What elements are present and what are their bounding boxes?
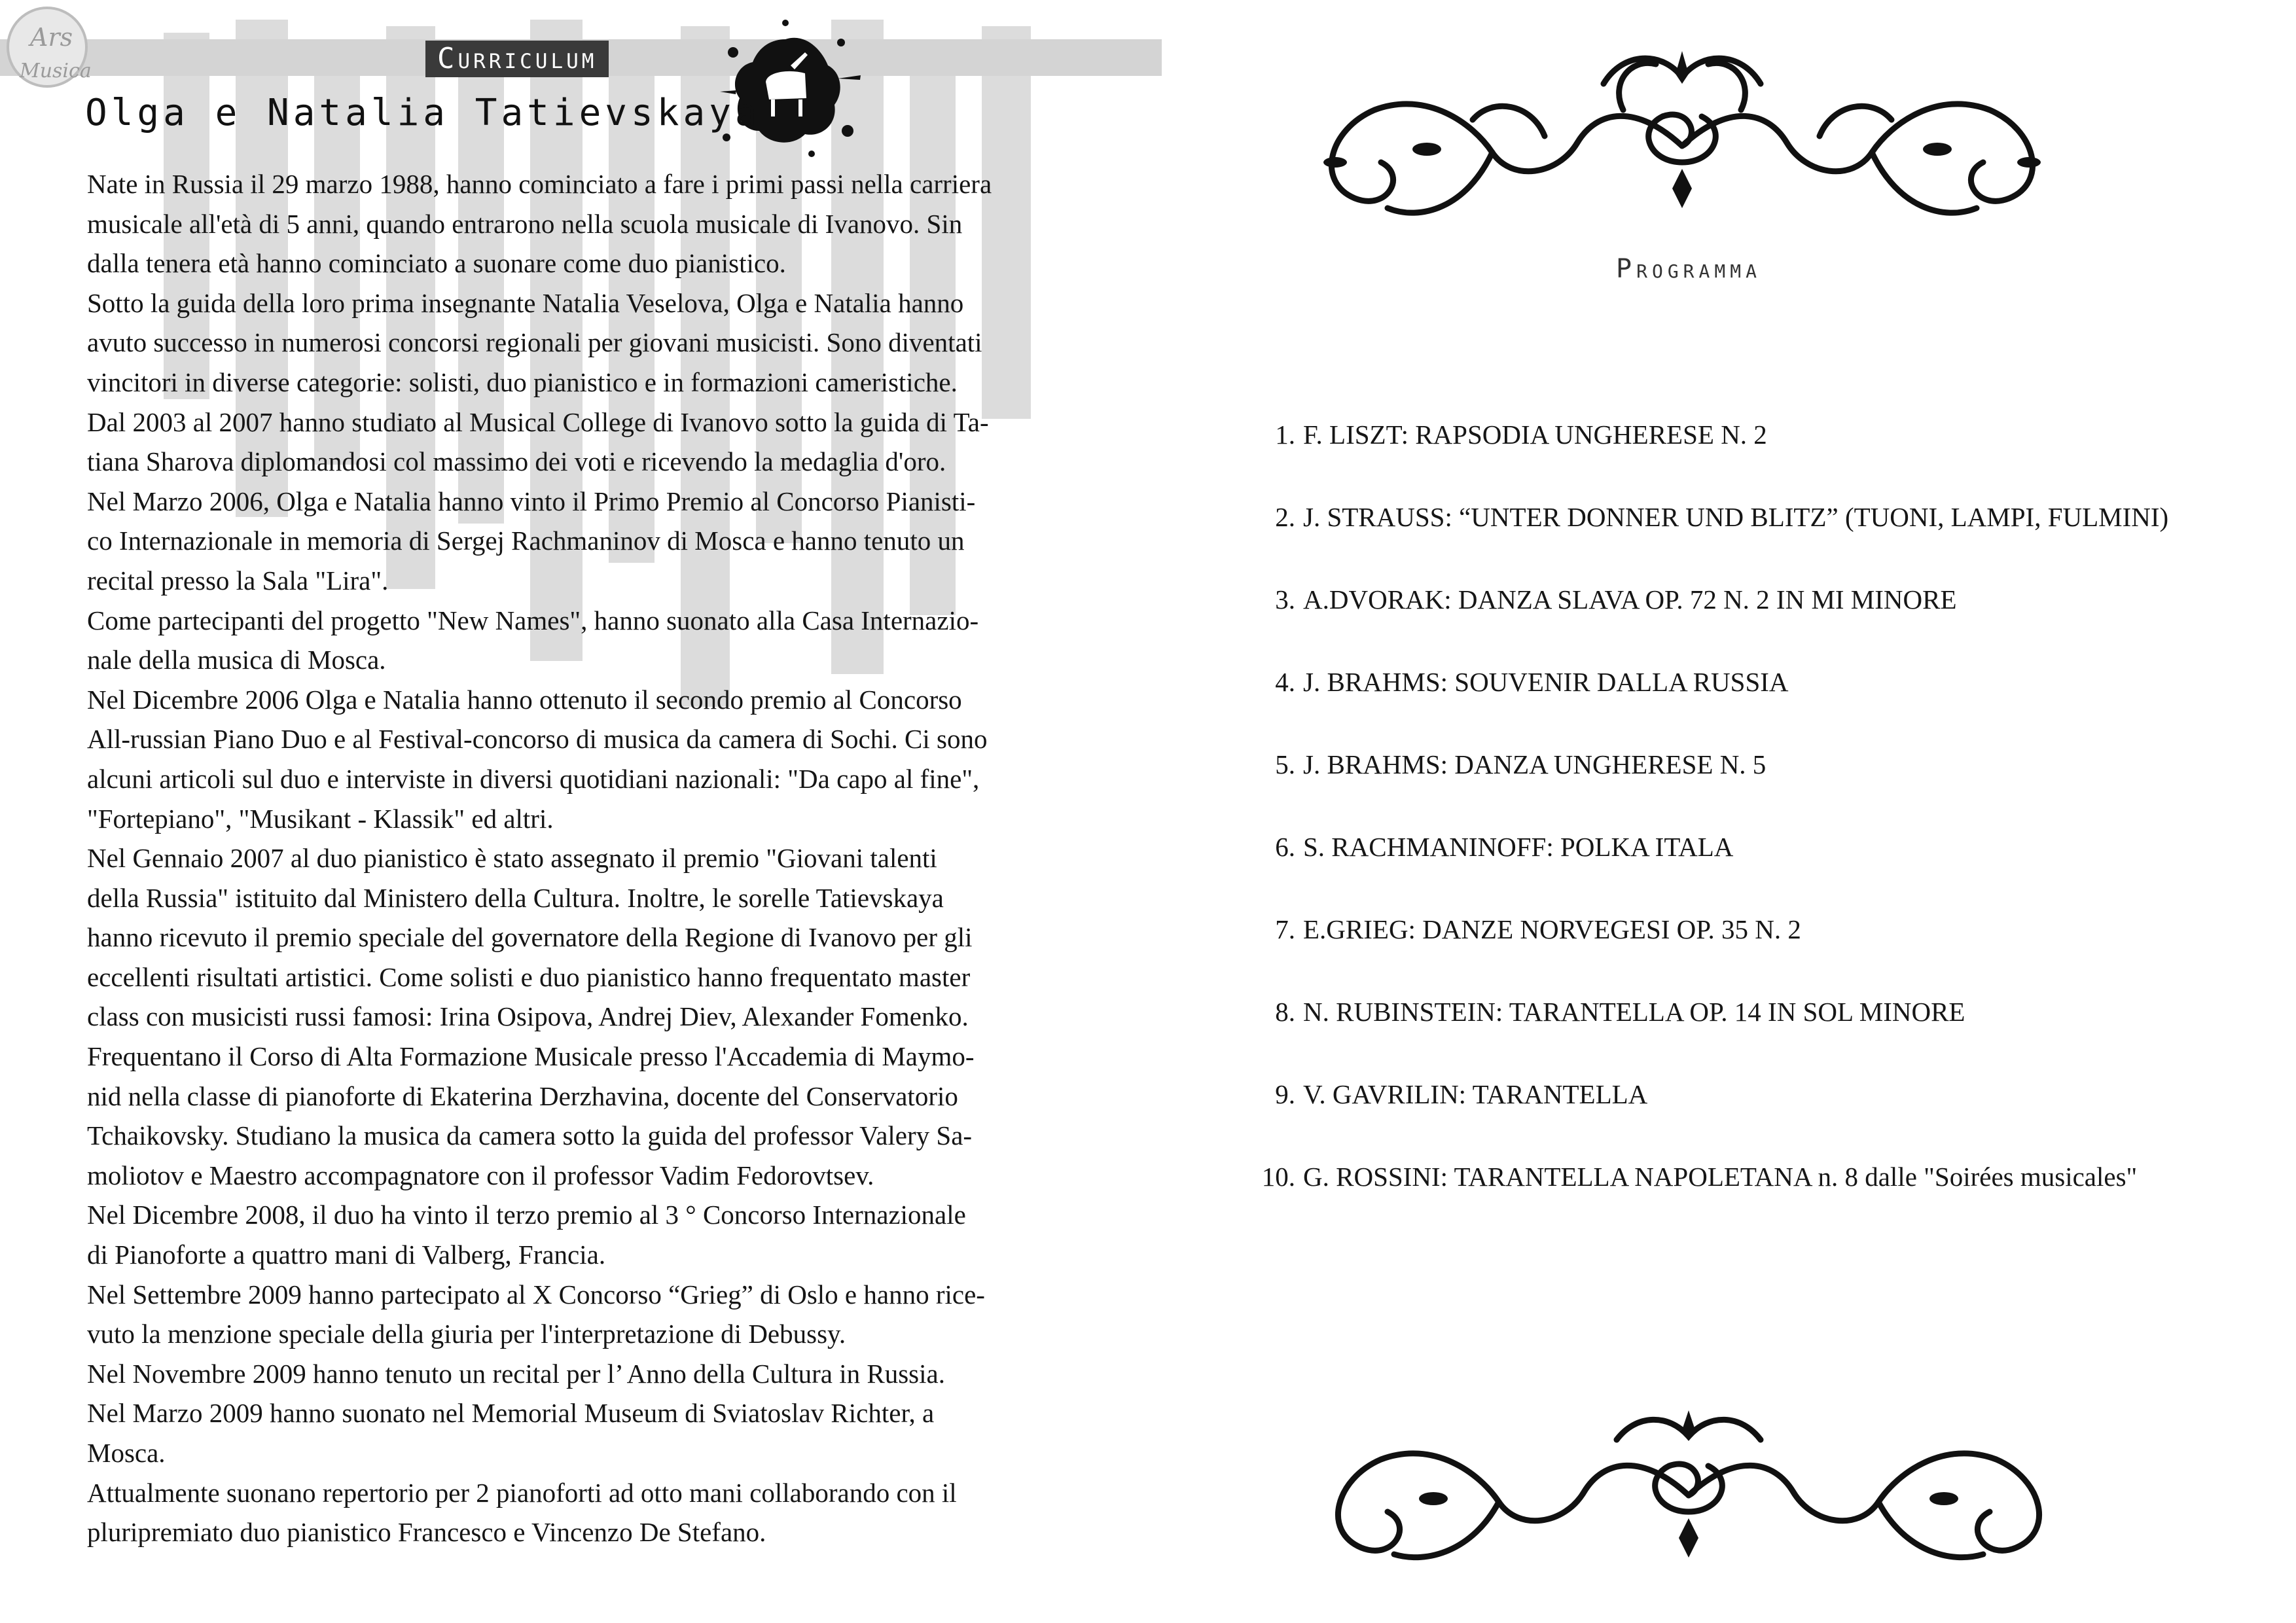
bio-line: recital presso la Sala "Lira".	[87, 565, 389, 596]
bio-line: co Internazionale in memoria di Sergej Rachmaninov di Mosca e hanno tenuto un	[87, 526, 965, 556]
program-item-number: 5.	[1275, 749, 1295, 779]
program-item-number: 10.	[1261, 1162, 1295, 1192]
bio-line: Attualmente suonano repertorio per 2 pianoforti ad otto mani collaborando con il	[87, 1477, 957, 1508]
bio-line: Nel Dicembre 2006 Olga e Natalia hanno ottenuto il secondo premio al Concorso	[87, 684, 962, 715]
bio-line: Nate in Russia il 29 marzo 1988, hanno cominciato a fare i primi passi nella carriera	[87, 169, 992, 199]
program-item-number: 7.	[1275, 914, 1295, 944]
program-list	[1250, 415, 2168, 1240]
program-item-number: 1.	[1275, 419, 1295, 450]
program-item-text: E.GRIEG: DANZE NORVEGESI OP. 35 N. 2	[1303, 914, 1801, 944]
bio-line: All-russian Piano Duo e al Festival-concorso di musica da camera di Sochi. Ci sono	[87, 724, 988, 755]
bio-line: Nel Novembre 2009 hanno tenuto un recital per l’ Anno della Cultura in Russia.	[87, 1358, 945, 1389]
program-item-number: 4.	[1275, 667, 1295, 697]
program-item-text: S. RACHMANINOFF: POLKA ITALA	[1303, 832, 1734, 862]
ars-musica-logo	[0, 0, 137, 98]
program-item-text: J. BRAHMS: SOUVENIR DALLA RUSSIA	[1303, 667, 1789, 697]
program-item-text: J. STRAUSS: “UNTER DONNER UND BLITZ” (TUONI, LAMPI, FULMINI)	[1303, 502, 2169, 532]
program-item-number: 3.	[1275, 584, 1295, 615]
bio-line: Nel Settembre 2009 hanno partecipato al X Concorso “Grieg” di Oslo e hanno rice-	[87, 1279, 985, 1310]
bio-line: Sotto la guida della loro prima insegnante Natalia Veselova, Olga e Natalia hanno	[87, 287, 964, 318]
bio-line: hanno ricevuto il premio speciale del governatore della Regione di Ivanovo per gli	[87, 922, 973, 953]
program-item	[1250, 1075, 2168, 1157]
program-item-text: N. RUBINSTEIN: TARANTELLA OP. 14 IN SOL MINORE	[1303, 997, 1965, 1027]
bio-line: di Pianoforte a quattro mani di Valberg, Francia.	[87, 1240, 606, 1270]
bio-line: Tchaikovsky. Studiano la musica da camera sotto la guida del professor Valery Sa-	[87, 1120, 973, 1151]
program-item-number: 8.	[1275, 997, 1295, 1027]
program-item-text: V. GAVRILIN: TARANTELLA	[1303, 1079, 1648, 1109]
bio-line: alcuni articoli sul duo e interviste in diversi quotidiani nazionali: "Da capo al fine",	[87, 763, 980, 794]
bio-line: dalla tenera età hanno cominciato a suonare come duo pianistico.	[87, 248, 786, 279]
section-label: Curriculum	[425, 41, 609, 77]
bio-line: Nel Marzo 2006, Olga e Natalia hanno vinto il Primo Premio al Concorso Pianisti-	[87, 486, 976, 516]
bio-line: Nel Gennaio 2007 al duo pianistico è stato assegnato il premio "Giovani talenti	[87, 843, 937, 874]
bio-line: Come partecipanti del progetto "New Names", hanno suonato alla Casa Internazio-	[87, 605, 979, 635]
programma-page	[1165, 0, 2296, 1623]
bio-line: "Fortepiano", "Musikant - Klassik" ed altri.	[87, 803, 554, 834]
program-item-number: 6.	[1275, 832, 1295, 862]
program-item	[1250, 910, 2168, 992]
program-item-text: J. BRAHMS: DANZA UNGHERESE N. 5	[1303, 749, 1767, 779]
document-title: Olga e Natalia Tatievskaya	[85, 92, 761, 134]
bio-line: Dal 2003 al 2007 hanno studiato al Musical College di Ivanovo sotto la guida di Ta-	[87, 406, 989, 437]
program-item	[1250, 415, 2168, 497]
piano-splash-icon	[707, 13, 864, 164]
bio-line: vincitori in diverse categorie: solisti, duo pianistico e in formazioni cameristiche.	[87, 366, 958, 397]
ornament-bottom-icon	[1302, 1387, 2075, 1584]
program-item-text: G. ROSSINI: TARANTELLA NAPOLETANA n. 8 dalle "Soirées musicales"	[1303, 1162, 2138, 1192]
bio-line: Mosca.	[87, 1438, 166, 1468]
programma-heading: Programma	[1616, 254, 1761, 284]
bio-line: avuto successo in numerosi concorsi regionali per giovani musicisti. Sono diventati	[87, 327, 982, 358]
biography-text	[87, 164, 1108, 1552]
bio-line: eccellenti risultati artistici. Come solisti e duo pianistico hanno frequentato master	[87, 961, 971, 992]
bio-line: musicale all'età di 5 anni, quando entrarono nella scuola musicale di Ivanovo. Sin	[87, 208, 963, 239]
program-item-number: 9.	[1275, 1079, 1295, 1109]
bio-line: tiana Sharova diplomandosi col massimo dei voti e ricevendo la medaglia d'oro.	[87, 446, 946, 477]
bio-line: della Russia" istituito dal Ministero della Cultura. Inoltre, le sorelle Tatievskaya	[87, 882, 944, 913]
program-item-text: F. LISZT: RAPSODIA UNGHERESE N. 2	[1303, 419, 1767, 450]
bio-line: nid nella classe di pianoforte di Ekaterina Derzhavina, docente del Conservatorio	[87, 1080, 958, 1111]
bio-line: class con musicisti russi famosi: Irina Osipova, Andrej Diev, Alexander Fomenko.	[87, 1001, 969, 1032]
bio-line: vuto la menzione speciale della giuria per l'interpretazione di Debussy.	[87, 1319, 846, 1349]
bio-line: nale della musica di Mosca.	[87, 645, 386, 675]
program-item	[1250, 827, 2168, 910]
program-item-text: A.DVORAK: DANZA SLAVA OP. 72 N. 2 IN MI MINORE	[1303, 584, 1957, 615]
program-item	[1250, 1157, 2168, 1240]
program-item	[1250, 497, 2168, 580]
bio-line: Nel Marzo 2009 hanno suonato nel Memorial Museum di Sviatoslav Richter, a	[87, 1398, 935, 1429]
ornament-top-icon	[1296, 12, 2068, 254]
program-item	[1250, 992, 2168, 1075]
program-item	[1250, 580, 2168, 662]
bio-line: pluripremiato duo pianistico Francesco e Vincenzo De Stefano.	[87, 1517, 766, 1548]
program-item-number: 2.	[1275, 502, 1295, 532]
bio-line: Frequentano il Corso di Alta Formazione Musicale presso l'Accademia di Maymo-	[87, 1041, 975, 1072]
bio-line: Nel Dicembre 2008, il duo ha vinto il terzo premio al 3 ° Concorso Internazionale	[87, 1200, 966, 1230]
program-item	[1250, 662, 2168, 745]
program-item	[1250, 745, 2168, 827]
logo-text-bottom: Musica	[20, 60, 92, 82]
bio-line: moliotov e Maestro accompagnatore con il professor Vadim Fedorovtsev.	[87, 1160, 874, 1190]
logo-text-top: Ars	[30, 23, 73, 52]
